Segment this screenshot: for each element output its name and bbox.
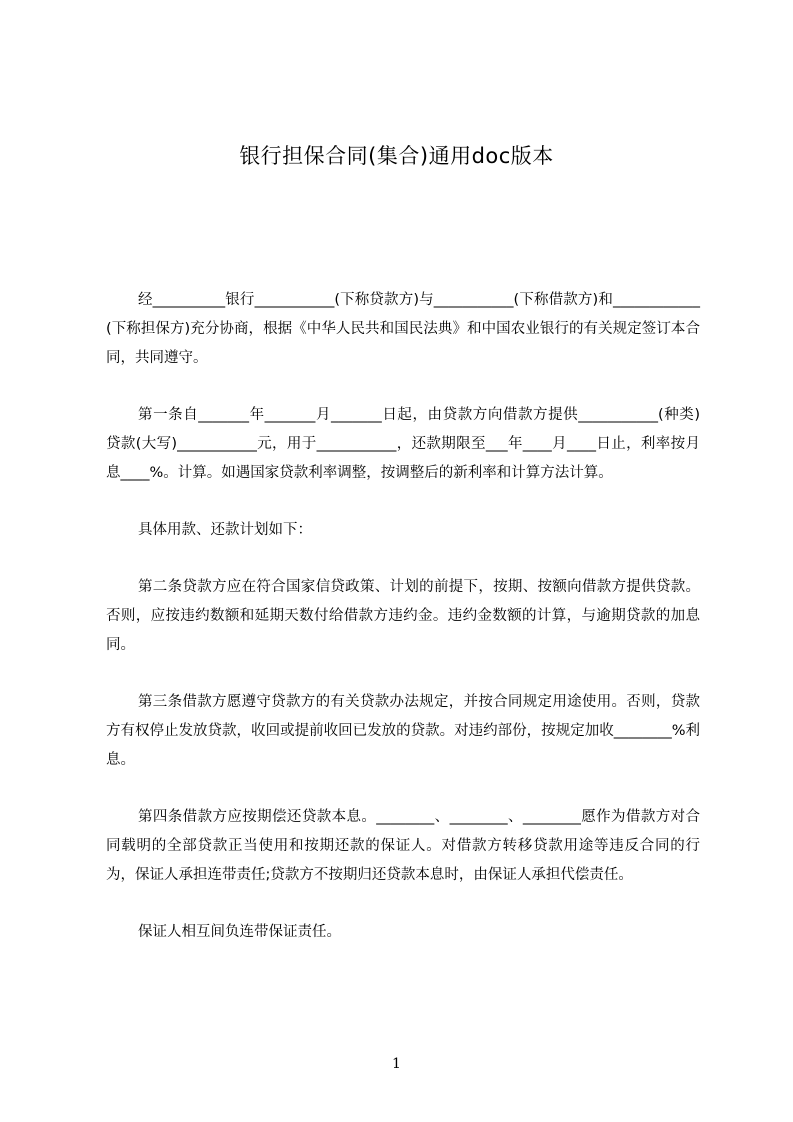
paragraph-article-1: 第一条自_______年_______月_______日起，由贷款方向借款方提供___________(种类)贷款(大写)___________元，用于___________，还款期限至___年____月____日止，利率按月息____%。计算。如遇国家贷款利率调整，按调整后的新利率和计算方法计算。 — [106, 407, 700, 481]
document-body — [106, 286, 700, 947]
paragraph-preamble: 经__________银行___________(下称贷款方)与___________(下称借款方)和____________(下称担保方)充分协商，根据《中华人民共和国民法典》和中国农业银行的有关规定签订本合同，共同遵守。 — [106, 292, 700, 366]
paragraph-article-2: 第二条贷款方应在符合国家信贷政策、计划的前提下，按期、按额向借款方提供贷款。否则，应按违约数额和延期天数付给借款方违约金。违约金数额的计算，与逾期贷款的加息同。 — [106, 579, 700, 653]
document-title: 银行担保合同(集合)通用doc版本 — [239, 144, 554, 168]
paragraph-article-4: 第四条借款方应按期偿还贷款本息。________、________、________愿作为借款方对合同载明的全部贷款正当使用和按期还款的保证人。对借款方转移贷款用途等违反合同的行为，保证人承担连带责任;贷款方不按期归还贷款本息时，由保证人承担代偿责任。 — [106, 809, 700, 883]
paragraph-guarantor-liability: 保证人相互间负连带保证责任。 — [138, 924, 341, 940]
paragraph-article-3: 第三条借款方愿遵守贷款方的有关贷款办法规定，并按合同规定用途使用。否则，贷款方有权停止发放贷款，收回或提前收回已发放的贷款。对违约部份，按规定加收________%利息。 — [106, 694, 700, 768]
paragraph-repayment-plan: 具体用款、还款计划如下： — [138, 522, 312, 538]
page-number: 1 — [392, 1056, 401, 1072]
